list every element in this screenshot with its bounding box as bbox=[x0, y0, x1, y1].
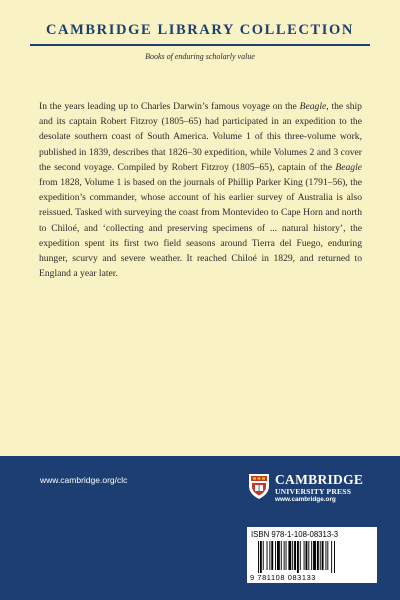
ship-name: Beagle bbox=[335, 161, 362, 173]
ship-name: Beagle bbox=[299, 101, 327, 112]
series-title: CAMBRIDGE LIBRARY COLLECTION bbox=[45, 22, 354, 38]
series-header bbox=[0, 0, 400, 72]
book-blurb bbox=[39, 99, 362, 281]
publisher-subtitle: UNIVERSITY PRESS bbox=[275, 487, 352, 496]
cambridge-shield-icon bbox=[247, 472, 271, 500]
series-divider bbox=[30, 44, 370, 46]
barcode-digits: 9 781108 083133 bbox=[250, 573, 316, 582]
series-url[interactable]: www.cambridge.org/clc bbox=[40, 475, 128, 485]
series-tagline: Books of enduring scholarly value bbox=[145, 52, 255, 61]
publisher-website[interactable]: www.cambridge.org bbox=[275, 496, 336, 503]
isbn-label: ISBN 978-1-108-08313-3 bbox=[251, 530, 339, 539]
publisher-name: CAMBRIDGE bbox=[275, 472, 364, 487]
footer-bar bbox=[0, 456, 400, 600]
barcode-panel bbox=[247, 527, 377, 583]
barcode-icon bbox=[257, 541, 369, 573]
blurb-text-2: , the ship and its captain Robert Fitzroy (1805–65) had participated in an expedition to the desolate southern coast of South America. Volume 1 of this three-volume work, published in 1839, describes that 1826–30 expedition, while Volumes 2 and 3 cover the second voyage. Compiled by Robert Fitzroy (1805–65), captain of the bbox=[39, 101, 362, 173]
blurb-text-1: In the years leading up to Charles Darwin’s famous voyage on the bbox=[39, 101, 300, 112]
blurb-text-3: from 1828, Volume 1 is based on the journals of Phillip Parker King (1791–56), the expedition’s commander, whose account of his earlier survey of Australia is also reissued. Tasked with surveying the coast from Montevideo to Cape Horn and north to Chiloé, and ‘collecting and preserving specimens of ... natural history’, the expedition spent its first two field seasons around Tierra del Fuego, enduring hunger, scurvy and severe weather. It reached Chiloé in 1829, and returned to England a year later. bbox=[39, 177, 362, 280]
